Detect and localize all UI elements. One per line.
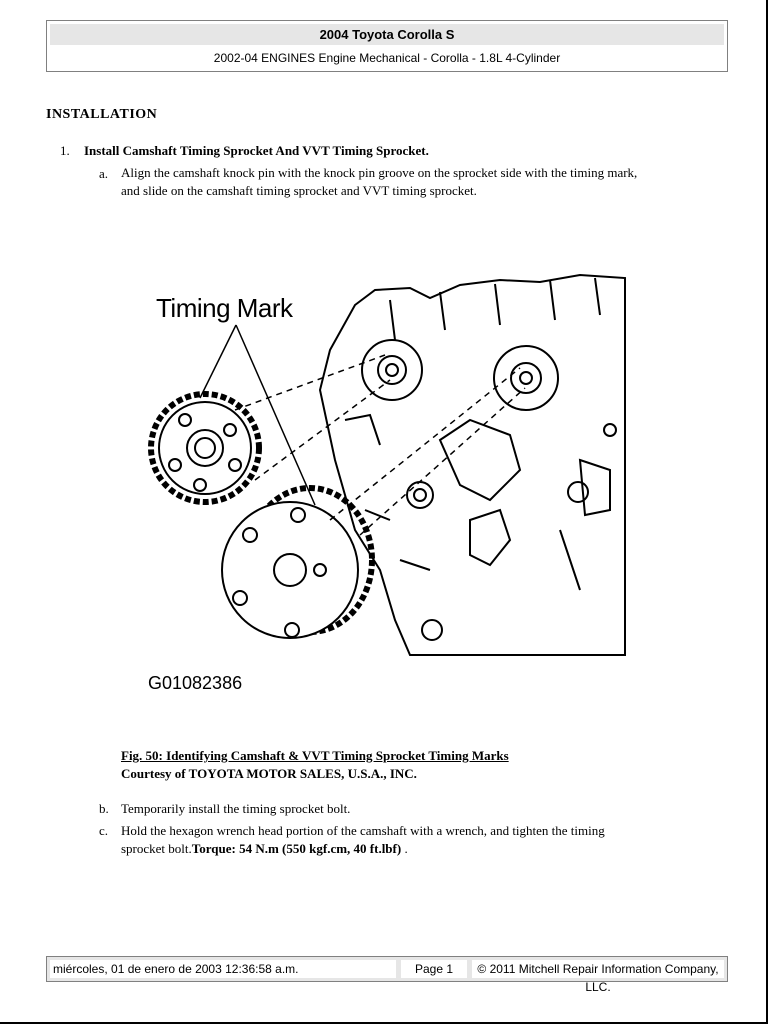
substep-b-text: Temporarily install the timing sprocket bolt. bbox=[121, 801, 351, 816]
substep-c-letter: c. bbox=[99, 823, 109, 838]
footer-copyright: © 2011 Mitchell Repair Information Company, LLC. bbox=[472, 960, 724, 978]
substep-a-line2: and slide on the camshaft timing sprocket and VVT timing sprocket. bbox=[121, 183, 477, 198]
document-footer bbox=[46, 956, 728, 994]
figure-id: G01082386 bbox=[148, 673, 243, 693]
substep-c-suffix: . bbox=[404, 841, 408, 856]
document-subtitle: 2002-04 ENGINES Engine Mechanical - Corolla - 1.8L 4-Cylinder bbox=[213, 51, 561, 65]
figure-caption: Fig. 50: Identifying Camshaft & VVT Timing Sprocket Timing Marks bbox=[121, 748, 509, 763]
substep-c-line1: Hold the hexagon wrench head portion of the camshaft with a wrench, and tighten the timing bbox=[121, 823, 605, 838]
figure-courtesy: Courtesy of TOYOTA MOTOR SALES, U.S.A., INC. bbox=[121, 766, 417, 781]
substep-b-letter: b. bbox=[99, 801, 109, 816]
timing-sprocket-illustration bbox=[140, 270, 630, 700]
document-header bbox=[46, 20, 728, 72]
footer-date: miércoles, 01 de enero de 2003 12:36:58 a.m. bbox=[50, 960, 396, 978]
substep-a-line1: Align the camshaft knock pin with the knock pin groove on the sprocket side with the timing mark, bbox=[121, 165, 638, 180]
camshaft-sprocket-drawing bbox=[151, 394, 259, 502]
section-heading: INSTALLATION bbox=[46, 107, 158, 122]
substep-c-text bbox=[121, 822, 726, 858]
torque-spec: Torque: 54 N.m (550 kgf.cm, 40 ft.lbf) bbox=[191, 841, 402, 856]
step-number: 1. bbox=[60, 143, 70, 158]
step-title: Install Camshaft Timing Sprocket And VVT Timing Sprocket. bbox=[84, 143, 429, 158]
substep-c-line2 bbox=[121, 840, 726, 858]
document-title: 2004 Toyota Corolla S bbox=[50, 24, 724, 45]
substep-a-letter: a. bbox=[99, 166, 109, 181]
timing-mark-label: Timing Mark bbox=[156, 293, 293, 323]
footer-page-number: Page 1 bbox=[401, 960, 467, 978]
substep-a-text bbox=[121, 164, 726, 200]
substep-c-prefix: sprocket bolt. bbox=[121, 841, 192, 856]
